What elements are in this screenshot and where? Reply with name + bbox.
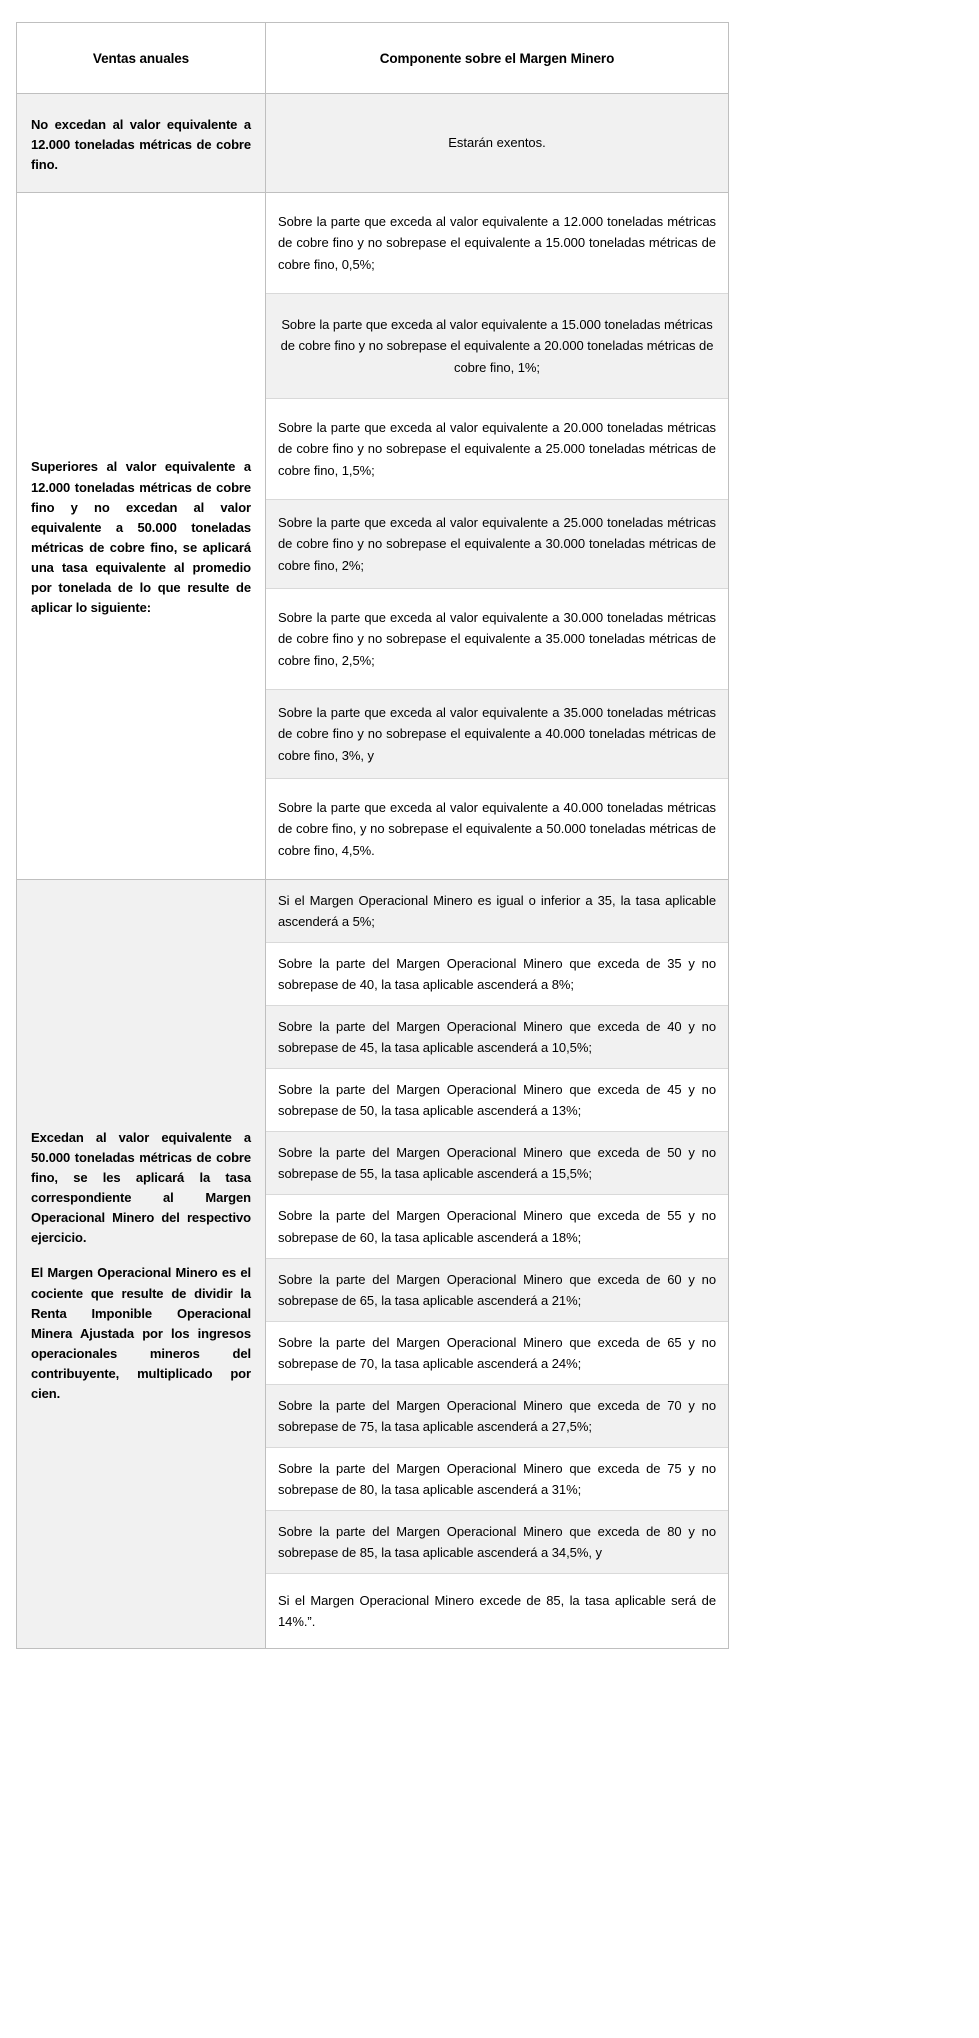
rule-paragraph: Sobre la parte del Margen Operacional Minero que exceda de 50 y no sobrepase de 55, la tasa aplicable ascenderá a 15,5%; bbox=[278, 1145, 716, 1182]
table-row bbox=[17, 94, 729, 193]
rule-row bbox=[266, 1574, 728, 1649]
criteria-text-block-row-3 bbox=[17, 1110, 265, 1419]
rule-cell-margin-45-50 bbox=[266, 1069, 728, 1132]
rule-text-block bbox=[266, 692, 728, 775]
rule-cell-bracket-20000-25000 bbox=[266, 399, 728, 500]
rule-cell-bracket-25000-30000 bbox=[266, 500, 728, 589]
rule-cell-margin-65-70 bbox=[266, 1321, 728, 1384]
rule-text-block bbox=[266, 880, 728, 942]
rule-row bbox=[266, 294, 728, 399]
rule-text-block bbox=[266, 502, 728, 585]
table-header-row bbox=[17, 23, 729, 94]
header-cell-componente-margen-minero bbox=[266, 23, 729, 94]
rule-cell-bracket-30000-35000 bbox=[266, 589, 728, 690]
rule-paragraph: Sobre la parte que exceda al valor equivalente a 25.000 toneladas métricas de cobre fino y no sobrepase el equivalente a 30.000 toneladas métricas de cobre fino, 2%; bbox=[278, 515, 716, 573]
table-row bbox=[17, 880, 729, 1649]
rule-text-block bbox=[266, 1006, 728, 1068]
rule-text-block bbox=[266, 1448, 728, 1510]
rule-text-block bbox=[266, 1385, 728, 1447]
rule-text-block bbox=[266, 1511, 728, 1573]
rule-paragraph: Sobre la parte del Margen Operacional Minero que exceda de 35 y no sobrepase de 40, la tasa aplicable ascenderá a 8%; bbox=[278, 956, 716, 993]
rule-row bbox=[266, 1006, 728, 1069]
rule-row bbox=[266, 1132, 728, 1195]
rule-text-block bbox=[266, 123, 728, 164]
rule-text-block bbox=[266, 1322, 728, 1384]
rules-cell-row-1 bbox=[266, 94, 729, 193]
rule-cell-bracket-35000-40000 bbox=[266, 690, 728, 779]
rule-row bbox=[266, 1384, 728, 1447]
rule-paragraph: Sobre la parte del Margen Operacional Minero que exceda de 55 y no sobrepase de 60, la tasa aplicable ascenderá a 18%; bbox=[278, 1208, 716, 1245]
header-label-componente-margen-minero: Componente sobre el Margen Minero bbox=[379, 50, 615, 66]
rule-row bbox=[266, 1258, 728, 1321]
rule-text-block bbox=[266, 943, 728, 1005]
rule-paragraph: Sobre la parte del Margen Operacional Minero que exceda de 65 y no sobrepase de 70, la tasa aplicable ascenderá a 24%; bbox=[278, 1334, 716, 1371]
rule-cell-margin-50-55 bbox=[266, 1132, 728, 1195]
criteria-paragraph: El Margen Operacional Minero es el cociente que resulte de dividir la Renta Imponible Operacional Minera Ajustada por los ingresos operacionales mineros del contribuyente, multiplicado por cien. bbox=[31, 1265, 251, 1402]
rules-cell-row-3 bbox=[266, 880, 729, 1649]
criteria-cell-row-1 bbox=[17, 94, 266, 193]
rule-paragraph: Sobre la parte que exceda al valor equivalente a 30.000 toneladas métricas de cobre fino y no sobrepase el equivalente a 35.000 toneladas métricas de cobre fino, 2,5%; bbox=[278, 610, 716, 668]
rule-text-block bbox=[266, 1580, 728, 1642]
rule-cell-bracket-40000-50000 bbox=[266, 779, 728, 880]
rule-text-block bbox=[266, 1259, 728, 1321]
rule-paragraph: Sobre la parte del Margen Operacional Minero que exceda de 70 y no sobrepase de 75, la tasa aplicable ascenderá a 27,5%; bbox=[278, 1397, 716, 1434]
rule-cell-margin-80-85 bbox=[266, 1510, 728, 1573]
rule-cell-bracket-12000-15000 bbox=[266, 193, 728, 294]
rule-text-block bbox=[266, 1132, 728, 1194]
rule-row bbox=[266, 1510, 728, 1573]
rule-text-block bbox=[266, 1195, 728, 1257]
rule-row bbox=[266, 943, 728, 1006]
rule-paragraph: Sobre la parte que exceda al valor equivalente a 15.000 toneladas métricas de cobre fino y no sobrepase el equivalente a 20.000 toneladas métricas de cobre fino, 1%; bbox=[280, 317, 714, 375]
criteria-cell-row-2 bbox=[17, 193, 266, 880]
rule-text-block bbox=[266, 201, 728, 284]
rule-cell-bracket-15000-20000 bbox=[266, 294, 728, 399]
rules-cell-row-2 bbox=[266, 193, 729, 880]
mining-tax-table bbox=[16, 22, 729, 1649]
rule-paragraph: Sobre la parte del Margen Operacional Minero que exceda de 75 y no sobrepase de 80, la tasa aplicable ascenderá a 31%; bbox=[278, 1460, 716, 1497]
rule-paragraph: Estarán exentos. bbox=[448, 134, 546, 150]
criteria-paragraph: Superiores al valor equivalente a 12.000 toneladas métricas de cobre fino y no excedan al valor equivalente a 50.000 toneladas métricas de cobre fino, se aplicará una tasa equivalente al promedio por tonelada de lo que resulte de aplicar lo siguiente: bbox=[31, 459, 251, 616]
header-label-ventas-anuales: Ventas anuales bbox=[92, 50, 190, 66]
rule-paragraph: Sobre la parte que exceda al valor equivalente a 35.000 toneladas métricas de cobre fino y no sobrepase el equivalente a 40.000 toneladas métricas de cobre fino, 3%, y bbox=[278, 705, 716, 763]
rule-row bbox=[266, 1069, 728, 1132]
rule-paragraph: Sobre la parte del Margen Operacional Minero que exceda de 40 y no sobrepase de 45, la tasa aplicable ascenderá a 10,5%; bbox=[278, 1019, 716, 1056]
table-row bbox=[17, 193, 729, 880]
rule-row bbox=[266, 1321, 728, 1384]
rule-paragraph: Sobre la parte que exceda al valor equivalente a 40.000 toneladas métricas de cobre fino, y no sobrepase el equivalente a 50.000 toneladas métricas de cobre fino, 4,5%. bbox=[278, 800, 716, 858]
rule-paragraph: Si el Margen Operacional Minero es igual o inferior a 35, la tasa aplicable ascenderá a 5%; bbox=[278, 893, 716, 930]
rule-row bbox=[266, 500, 728, 589]
rule-text-block bbox=[266, 597, 728, 680]
rule-row bbox=[266, 1447, 728, 1510]
rule-row bbox=[266, 779, 728, 880]
criteria-cell-row-3 bbox=[17, 880, 266, 1649]
rule-paragraph: Sobre la parte del Margen Operacional Minero que exceda de 60 y no sobrepase de 65, la tasa aplicable ascenderá a 21%; bbox=[278, 1271, 716, 1308]
rule-paragraph: Sobre la parte del Margen Operacional Minero que exceda de 80 y no sobrepase de 85, la tasa aplicable ascenderá a 34,5%, y bbox=[278, 1523, 716, 1560]
rule-text-block bbox=[266, 304, 728, 387]
rule-cell-margin-75-80 bbox=[266, 1447, 728, 1510]
rule-text-block bbox=[266, 407, 728, 490]
rule-cell-margin-40-45 bbox=[266, 1006, 728, 1069]
rule-paragraph: Sobre la parte del Margen Operacional Minero que exceda de 45 y no sobrepase de 50, la tasa aplicable ascenderá a 13%; bbox=[278, 1082, 716, 1119]
rules-subtable-tonnage bbox=[266, 193, 728, 879]
rule-cell-margin-70-75 bbox=[266, 1384, 728, 1447]
rule-paragraph: Si el Margen Operacional Minero excede de 85, la tasa aplicable será de 14%.”. bbox=[278, 1592, 716, 1630]
rule-text-block bbox=[266, 787, 728, 870]
rule-text-block bbox=[266, 1069, 728, 1131]
rule-paragraph: Sobre la parte que exceda al valor equivalente a 20.000 toneladas métricas de cobre fino y no sobrepase el equivalente a 25.000 toneladas métricas de cobre fino, 1,5%; bbox=[278, 420, 716, 478]
criteria-paragraph: Excedan al valor equivalente a 50.000 toneladas métricas de cobre fino, se les aplicará la tasa correspondiente al Margen Operacional Minero del respectivo ejercicio. bbox=[31, 1129, 251, 1246]
rule-cell-margin-60-65 bbox=[266, 1258, 728, 1321]
rule-row bbox=[266, 399, 728, 500]
criteria-text-block-row-1 bbox=[17, 97, 265, 189]
rule-row bbox=[266, 589, 728, 690]
rule-row bbox=[266, 880, 728, 943]
header-cell-ventas-anuales bbox=[17, 23, 266, 94]
rule-row bbox=[266, 1195, 728, 1258]
rule-cell-margin-55-60 bbox=[266, 1195, 728, 1258]
rule-row bbox=[266, 690, 728, 779]
mining-tax-table-container bbox=[16, 22, 728, 1649]
criteria-text-block-row-2 bbox=[17, 439, 265, 632]
rules-subtable-operating-margin bbox=[266, 880, 728, 1648]
criteria-paragraph: No excedan al valor equivalente a 12.000 toneladas métricas de cobre fino. bbox=[31, 116, 251, 173]
rule-cell-margin-upto-35 bbox=[266, 880, 728, 943]
rule-cell-margin-over-85 bbox=[266, 1574, 728, 1649]
rule-cell-margin-35-40 bbox=[266, 943, 728, 1006]
rule-row bbox=[266, 193, 728, 294]
rule-paragraph: Sobre la parte que exceda al valor equivalente a 12.000 toneladas métricas de cobre fino y no sobrepase el equivalente a 15.000 toneladas métricas de cobre fino, 0,5%; bbox=[278, 214, 716, 272]
